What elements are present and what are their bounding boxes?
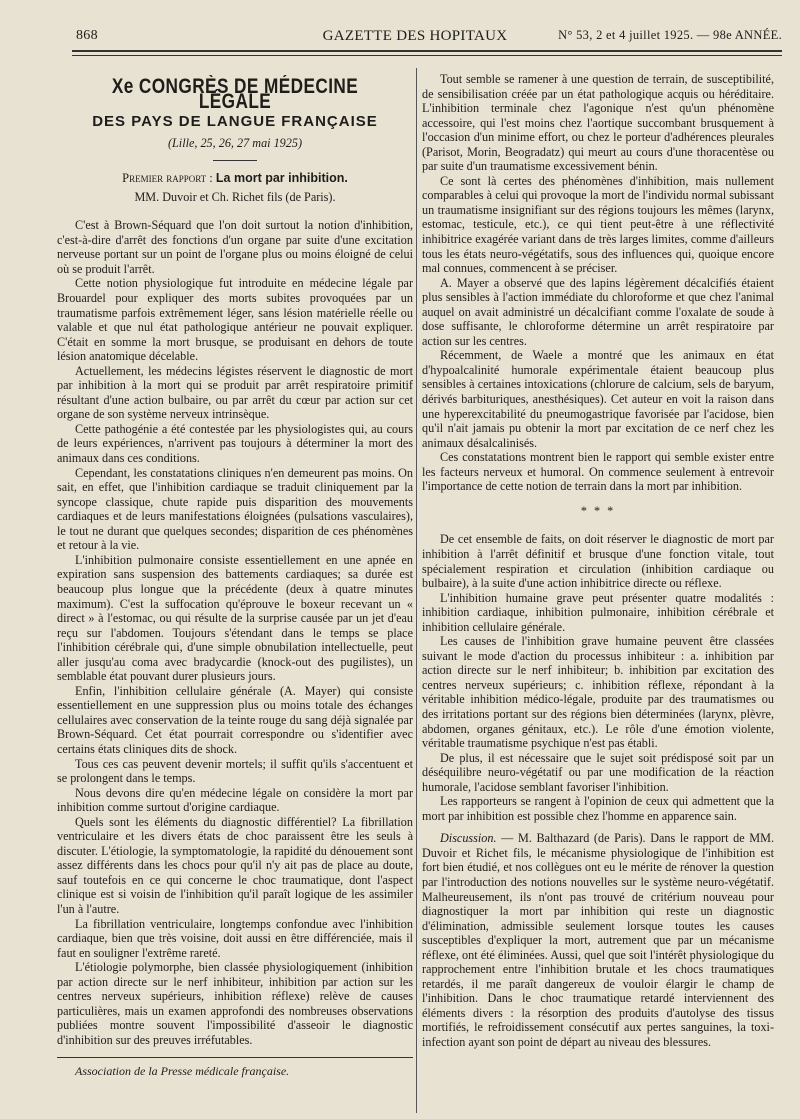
header-rule <box>72 50 782 52</box>
journal-title: GAZETTE DES HOPITAUX <box>322 28 508 44</box>
left-column <box>57 72 413 1079</box>
column-divider <box>416 68 417 1113</box>
left-paragraphs <box>57 218 413 1047</box>
congress-dates: (Lille, 25, 26, 27 mai 1925) <box>167 135 303 150</box>
paragraph: Cette pathogénie a été contestée par les physiologistes qui, au cours de leurs expériences, n'arrivent pas toujours à déterminer la mort des animaux dans ces conditions. <box>57 421 413 466</box>
footer-rule <box>57 1057 413 1058</box>
title-rule <box>213 160 257 161</box>
rapport-title: La mort par inhibition. <box>215 171 348 186</box>
paragraph: Ces constatations montrent bien le rapport qui semble exister entre les facteurs nerveux et humoral. On commence seulement à entrevoir l'importance de cette notion de terrain dans la mort par inhibition. <box>422 450 774 494</box>
discussion-label: Discussion. <box>440 831 497 846</box>
paragraph: Actuellement, les médecins légistes réservent le diagnostic de mort par inhibition à la mort qui se produit par arrêt respiratoire primitif résultant d'une action bulbaire, ou par arrêt du cœur par action sur cet organe de son système nerveux intrinsèque. <box>57 363 413 422</box>
paragraph: La fibrillation ventriculaire, longtemps confondue avec l'inhibition cardiaque, bien que très voisine, doit aussi en être différenciée, mais il faut en souligner l'extrême rareté. <box>57 916 413 960</box>
paragraph: Nous devons dire qu'en médecine légale on considère la mort par inhibition comme surtout d'origine cardiaque. <box>57 785 413 815</box>
page-header <box>48 22 782 52</box>
header-rule-thin <box>72 55 782 56</box>
paragraph: Tous ces cas peuvent devenir mortels; il suffit qu'ils s'accentuent et se prolongent dans le temps. <box>57 756 413 786</box>
section-asterism: * * * <box>580 503 616 518</box>
congress-subtitle: DES PAYS DE LANGUE FRANÇAISE <box>92 113 378 131</box>
discussion-text: — M. Balthazard (de Paris). Dans le rapport de MM. Duvoir et Richet fils, le mécanisme physiologique de l'inhibition est fort bien étudié, et nos collègues ont eu le mérite de rénover la question par l'introduction des notions nouvelles sur le système neuro-végétatif. Malheureusement, ils n'ont pas trouvé de critérium nouveau pour diagnostiquer la mort par inhibition qui reste un diagnostic d'élimination, admissible seulement lorsque toutes les causes susceptibles d'expliquer la mort, autrement que par un mécanisme réflexe, ont été éliminées. Aussi, quel que soit l'intérêt physiologique du rapprochement entre l'inhibition brutale et les chocs traumatiques retardés, il me paraît dangereux de vouloir élargir le champ de l'inhibition. Dans le choc traumatique retardé interviennent des éléments divers : la résorption des produits d'autolyse des tissus mortifiés, le refroidissement consécutif aux pertes sanguines, la toxi-infection ayant son point de départ au niveau des blessures. <box>422 831 774 1049</box>
congress-title: Xe CONGRÈS DE MÉDECINE LÉGALE <box>111 75 359 113</box>
paragraph: Tout semble se ramener à une question de terrain, de susceptibilité, de sensibilisation créée par un état pathologique acquis ou héréditaire. L'inhibition terminale chez l'agonique n'est qu'un phénomène accessoire, qui l'est moins chez l'aortique succombant brusquement à l'occasion d'un minime effort, ou chez le porteur d'adhérences pleurales (Parisot, Morin, Beogradatz) qui meurt au cours d'une thoracentèse ou par suite d'un traumatisme excessivement bénin. <box>422 72 774 174</box>
paragraph: L'étiologie polymorphe, bien classée physiologiquement (inhibition par action directe sur le nerf inhibiteur, inhibition par action sur les centres nerveux supérieurs, inhibition réflexe) relève de causes particulières, mais un examen approfondi des nombreuses observations publiées montre souvent l'impossibilité d'asseoir le diagnostic d'inhibition sur des preuves irréfutables. <box>57 960 413 1047</box>
paragraph: De plus, il est nécessaire que le sujet soit prédisposé soit par un déséquilibre neuro-végétatif ou par une modification de la réaction humorale, l'acidose semblant favoriser l'inhibition. <box>422 750 774 794</box>
paragraph: Enfin, l'inhibition cellulaire générale (A. Mayer) qui consiste essentiellement en une suppression plus ou moins totale des échanges cellulaires avec conservation de la teinte rouge du sang déjà signalée par Brown-Séquard. Cet état pourrait correspondre ou s'identifier avec certains états cliniques dits de shock. <box>57 683 413 756</box>
paragraph: Récemment, de Waele a montré que les animaux en état d'hypoalcalinité humorale expérimentale étaient beaucoup plus sensibles à certaines intoxications (chlorure de calcium, sels de baryum, dérivés barbituriques, anesthésiques). Cet auteur en voit la raison dans une hyperexcitabilité du pneumogastrique favorisée par l'acidose, bien qu'il n'ait jamais pu obtenir la mort par excitation de ce nerf chez les animaux désalcalinisés. <box>422 348 774 450</box>
paragraph: A. Mayer a observé que des lapins légèrement décalcifiés étaient plus sensibles à l'action immédiate du chloroforme et que chez l'animal auquel on avait administré un décalcifiant comme l'oxalate de soude à dose suffisante, le chloroforme détermine un arrêt respiratoire par action sur les centres. <box>422 275 774 348</box>
footer-note: Association de la Presse médicale française. <box>75 1064 290 1079</box>
paragraph: Les causes de l'inhibition grave humaine peuvent être classées suivant le mode d'action du processus inhibiteur : a. inhibition par action directe sur le nerf inhibiteur; b. inhibition par excitation des centres nerveux supérieurs; c. inhibition réflexe, répondant à la véritable inhibition médico-légale, produite par des traumatismes ou des irritations portant sur des régions bien déterminées (larynx, plèvre, abdomen, organes génitaux, etc.). Le rôle d'une émotion violente, véritable traumatisme psychique n'est pas établi. <box>422 634 774 751</box>
rapport-authors: MM. Duvoir et Ch. Richet fils (de Paris). <box>134 189 336 204</box>
paragraph: Ce sont là certes des phénomènes d'inhibition, mais nullement comparables à celui qui provoque la mort de l'individu normal subissant un traumatisme insignifiant sur des régions toujours les mêmes (larynx, estomac, testicule, etc.), ce qui tient peut-être à une réflectivité inhibitrice exagérée variant dans de très larges limites, comme d'ailleurs tous les états neuro-végétatifs, sous des influences qui, quoique encore mal connues, commencent à se préciser. <box>422 173 774 276</box>
paragraph: Cette notion physiologique fut introduite en médecine légale par Brouardel pour expliquer des morts subites provoquées par un traumatisme parfois extrêmement léger, sans lésion matérielle réelle ou valable et que nul état pathologique antérieur ne pouvait expliquer. C'était en somme la mort brusque, se produisant en dehors de toute lésion anatomique décelable. <box>57 276 413 364</box>
page-number: 868 <box>76 28 98 43</box>
paragraph: Cependant, les constatations cliniques n'en demeurent pas moins. On sait, en effet, que l'inhibition cardiaque se traduit cliniquement par la syncope classique, chute rapide puis disparition des mouvements cardiaques et de leurs manifestations éloignées (pulsations vasculaires), le tout ne durant que quelques secondes; disparition de ces phénomènes et retour à la vie. <box>57 465 413 553</box>
right-column <box>422 72 774 1050</box>
issue-info: N° 53, 2 et 4 juillet 1925. — 98e ANNÉE. <box>558 28 782 42</box>
paragraph: De cet ensemble de faits, on doit réserver le diagnostic de mort par inhibition à l'arrêt définitif et brusque d'une fonction vitale, tout spécialement respiration et circulation (inhibition cardiaque ou bulbaire), à la suite d'une action inhibitrice directe ou réflexe. <box>422 532 774 591</box>
paragraph: L'inhibition pulmonaire consiste essentiellement en une apnée en expiration sans suspension des battements cardiaques; sa durée est beaucoup plus longue que la précédente (deux à quatre minutes maximum). C'est la suffocation qu'éprouve le boxeur recevant un « direct » à l'estomac, ou qui résulte de la surprise causée par un jet d'eau reçu sur l'abdomen. Toujours s'étendant dans le temps se place l'inhibition cérébrale qui, d'une simple obnubilation intellectuelle, peut aller jusqu'au coma avec bradycardie (knock-out des pugilistes), un semblable état pouvant durer plusieurs jours. <box>57 552 413 684</box>
paragraph: Les rapporteurs se rangent à l'opinion de ceux qui admettent que la mort par inhibition est possible chez l'homme en apparence sain. <box>422 794 774 823</box>
rapport-label: Premier rapport : <box>122 171 213 186</box>
paragraph: Quels sont les éléments du diagnostic différentiel? La fibrillation ventriculaire et les divers états de choc paraissent être les seuls à discuter. L'étiologie, la symptomatologie, la rapidité du dénouement sont assez différents dans les chocs pour qu'il n'y ait pas de place au doute, sauf toutefois en ce qui concerne le choc traumatique, dont l'aspect clinique est si voisin de l'inhibition qu'il paraît logique de les assimiler l'un à l'autre. <box>57 814 413 916</box>
discussion-paragraph <box>422 831 774 1049</box>
paragraph: L'inhibition humaine grave peut présenter quatre modalités : inhibition cardiaque, inhibition pulmonaire, inhibition cérébrale et inhibition cellulaire générale. <box>422 590 774 634</box>
rapport-heading <box>57 171 413 186</box>
paragraph: C'est à Brown-Séquard que l'on doit surtout la notion d'inhibition, c'est-à-dire d'arrêt des fonctions d'un organe par suite d'une excitation nerveuse portant sur un point de l'organe plus ou moins éloigné de celui où se produit l'arrêt. <box>57 218 413 276</box>
